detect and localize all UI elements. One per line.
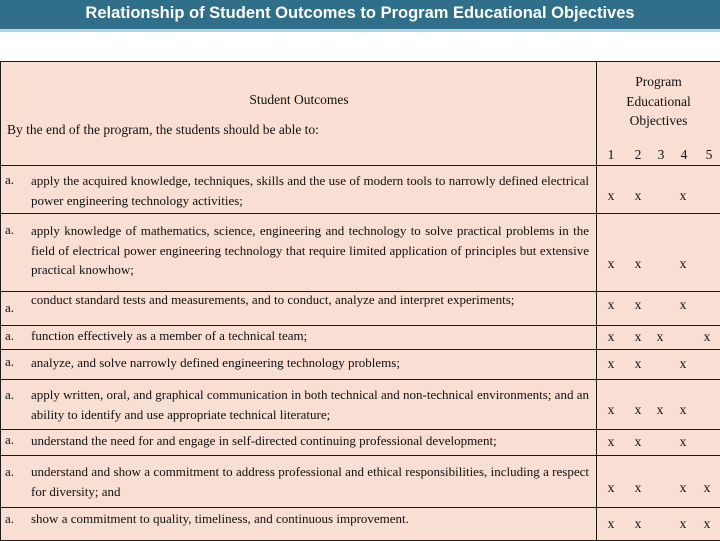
mapping-mark: x <box>675 402 691 418</box>
mapping-mark: x <box>603 516 619 532</box>
mapping-mark: x <box>675 434 691 450</box>
mapping-cell <box>597 326 720 350</box>
mapping-cell <box>597 456 720 508</box>
mapping-mark: x <box>603 356 619 372</box>
outcome-letter: a. <box>5 354 14 370</box>
mapping-mark: x <box>630 516 646 532</box>
table-header-row <box>1 62 720 166</box>
outcome-text: analyze, and solve narrowly defined engineering technology problems; <box>31 353 589 373</box>
outcomes-table <box>0 61 720 541</box>
outcome-text: apply knowledge of mathematics, science, engineering and technology to solve practical problems in the field of electrical power engineering technology that require limited application of principles but extensive practical knowhow; <box>31 221 589 280</box>
outcome-letter: a. <box>5 300 14 316</box>
table-row <box>1 350 720 380</box>
mapping-cell <box>597 292 720 326</box>
mapping-mark: x <box>603 402 619 418</box>
peo-number: 2 <box>625 145 651 165</box>
mapping-mark: x <box>630 188 646 204</box>
outcome-cell <box>1 380 597 430</box>
table-row <box>1 326 720 350</box>
outcome-cell <box>1 508 597 541</box>
peo-heading-line: Educational <box>597 92 720 112</box>
outcome-letter: a. <box>5 222 14 238</box>
outcome-text: show a commitment to quality, timeliness, and continuous improvement. <box>31 509 589 529</box>
student-outcomes-header <box>1 62 597 166</box>
mapping-mark: x <box>675 188 691 204</box>
outcome-letter: a. <box>5 387 14 403</box>
table-row <box>1 380 720 430</box>
mapping-mark: x <box>675 480 691 496</box>
outcome-text: apply written, oral, and graphical communication in both technical and non-technical environments; and an ability to identify and use appropriate technical literature; <box>31 385 589 424</box>
mapping-mark: x <box>603 329 619 345</box>
student-outcomes-heading: Student Outcomes <box>1 92 597 108</box>
peo-heading-line: Objectives <box>597 111 720 131</box>
mapping-mark: x <box>699 516 715 532</box>
mapping-mark: x <box>630 297 646 313</box>
table-row <box>1 508 720 541</box>
mapping-mark: x <box>603 434 619 450</box>
mapping-cell <box>597 350 720 380</box>
peo-number-row <box>597 145 720 165</box>
mapping-mark: x <box>630 356 646 372</box>
mapping-mark: x <box>675 516 691 532</box>
title-bar <box>0 0 720 32</box>
mapping-mark: x <box>630 434 646 450</box>
mapping-mark: x <box>603 480 619 496</box>
page-title: Relationship of Student Outcomes to Program Educational Objectives <box>0 4 720 23</box>
peo-number: 3 <box>651 145 671 165</box>
mapping-mark: x <box>630 480 646 496</box>
peo-heading-line: Program <box>597 72 720 92</box>
outcome-letter: a. <box>5 328 14 344</box>
student-outcomes-intro: By the end of the program, the students should be able to: <box>7 122 319 138</box>
table-row <box>1 166 720 214</box>
outcome-text: function effectively as a member of a technical team; <box>31 326 589 346</box>
outcome-text: understand and show a commitment to address professional and ethical responsibilities, including a respect for diversity; and <box>31 462 589 501</box>
mapping-mark: x <box>675 256 691 272</box>
outcome-cell <box>1 214 597 292</box>
mapping-mark: x <box>675 356 691 372</box>
peo-number: 5 <box>697 145 720 165</box>
mapping-cell <box>597 380 720 430</box>
mapping-mark: x <box>652 402 668 418</box>
table-row <box>1 430 720 456</box>
mapping-cell <box>597 214 720 292</box>
outcome-text: understand the need for and engage in self-directed continuing professional development; <box>31 431 589 451</box>
table-row <box>1 456 720 508</box>
mapping-mark: x <box>603 256 619 272</box>
outcome-cell <box>1 326 597 350</box>
outcome-text: apply the acquired knowledge, techniques, skills and the use of modern tools to narrowly defined electrical power engineering technology activities; <box>31 171 589 210</box>
mapping-cell <box>597 430 720 456</box>
mapping-mark: x <box>652 329 668 345</box>
outcome-text: conduct standard tests and measurements, and to conduct, analyze and interpret experiments; <box>31 290 589 310</box>
mapping-mark: x <box>699 329 715 345</box>
outcome-cell <box>1 166 597 214</box>
outcome-cell <box>1 430 597 456</box>
mapping-cell <box>597 166 720 214</box>
peo-number: 4 <box>671 145 697 165</box>
mapping-mark: x <box>603 297 619 313</box>
mapping-mark: x <box>699 480 715 496</box>
outcome-cell <box>1 350 597 380</box>
outcome-letter: a. <box>5 511 14 527</box>
outcome-letter: a. <box>5 172 14 188</box>
mapping-mark: x <box>630 329 646 345</box>
table-row <box>1 214 720 292</box>
outcome-cell <box>1 292 597 326</box>
table-row <box>1 292 720 326</box>
mapping-cell <box>597 508 720 541</box>
mapping-mark: x <box>603 188 619 204</box>
outcome-letter: a. <box>5 464 14 480</box>
peo-header <box>597 62 720 166</box>
mapping-mark: x <box>630 256 646 272</box>
peo-number: 1 <box>597 145 625 165</box>
outcome-letter: a. <box>5 432 14 448</box>
outcome-cell <box>1 456 597 508</box>
mapping-mark: x <box>675 297 691 313</box>
mapping-mark: x <box>630 402 646 418</box>
peo-heading <box>597 62 720 131</box>
